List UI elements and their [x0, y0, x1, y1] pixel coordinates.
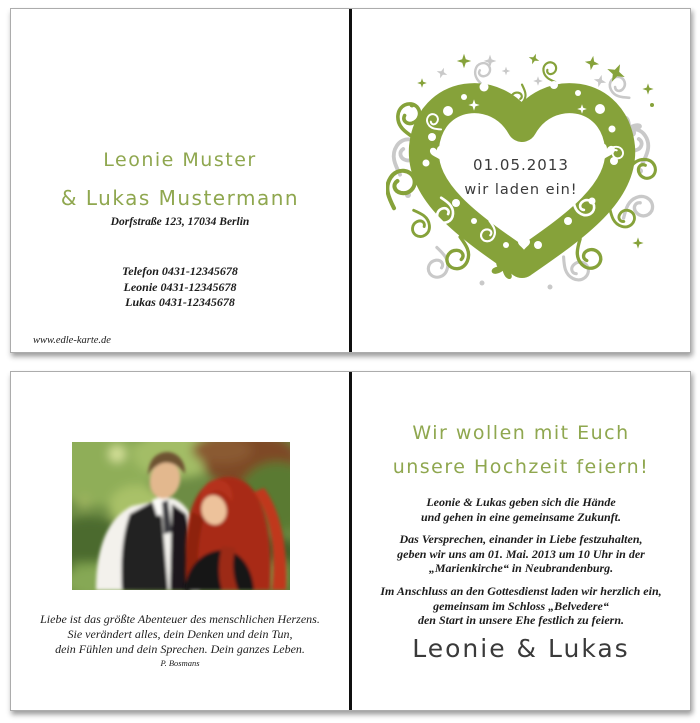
cover-panel	[352, 9, 690, 352]
paragraph-line: Leonie & Lukas geben sich die Hände	[426, 495, 616, 509]
heart-wreath-icon	[386, 53, 658, 297]
invite-heading-line2: unsere Hochzeit feiern!	[392, 456, 650, 478]
paragraph-line: den Start in unsere Ehe festlich zu feiern.	[417, 613, 625, 627]
quote-line: Sie verändert alles, dein Denken und dein Tun,	[67, 626, 293, 641]
invite-paragraph-3	[352, 584, 690, 628]
address-panel	[11, 9, 349, 352]
website-text: www.edle-karte.de	[33, 335, 111, 346]
heart-band	[424, 98, 620, 263]
phone-line: Telefon 0431-12345678	[122, 264, 238, 278]
quote-line: Liebe ist das größte Abenteuer des menschlichen Herzens.	[40, 612, 320, 626]
wedding-date: 01.05.2013	[473, 156, 569, 174]
address-line: Dorfstraße 123, 17034 Berlin	[110, 216, 250, 228]
invite-paragraph-1	[352, 495, 690, 524]
couple-name-line2: & Lukas Mustermann	[60, 186, 300, 210]
photo-panel	[11, 372, 349, 710]
phone-line: Lukas 0431-12345678	[125, 295, 235, 309]
paragraph-line: „Marienkirche“ in Neubrandenburg.	[428, 561, 614, 575]
phone-line: Leonie 0431-12345678	[123, 279, 237, 294]
couple-photo-image	[72, 442, 290, 590]
signature: Leonie & Lukas	[412, 634, 630, 663]
paragraph-line: gemeinsam im Schloss „Belvedere“	[433, 598, 609, 613]
ornamental-heart-graphic	[386, 53, 658, 302]
phone-list	[11, 264, 349, 311]
quote-attribution: P. Bosmans	[160, 658, 200, 668]
card-front-spread	[10, 8, 691, 353]
invitation-text: wir laden ein!	[464, 182, 578, 198]
paragraph-line: geben wir uns am 01. Mai. 2013 um 10 Uhr in der	[397, 546, 645, 561]
couple-photo	[72, 442, 290, 590]
invite-heading-line1: Wir wollen mit Euch	[412, 422, 630, 444]
paragraph-line: Das Versprechen, einander in Liebe festzuhalten,	[399, 532, 643, 546]
card-inside-spread	[10, 371, 691, 711]
paragraph-line: und gehen in eine gemeinsame Zukunft.	[420, 509, 622, 524]
invite-paragraph-2	[352, 532, 690, 576]
invitation-text-panel	[352, 372, 690, 710]
paragraph-line: Im Anschluss an den Gottesdienst laden wir herzlich ein,	[380, 584, 662, 598]
love-quote	[11, 612, 349, 656]
couple-name-line1: Leonie Muster	[103, 149, 257, 171]
quote-line: dein Fühlen und dein Sprechen. Dein ganzes Leben.	[55, 641, 305, 656]
